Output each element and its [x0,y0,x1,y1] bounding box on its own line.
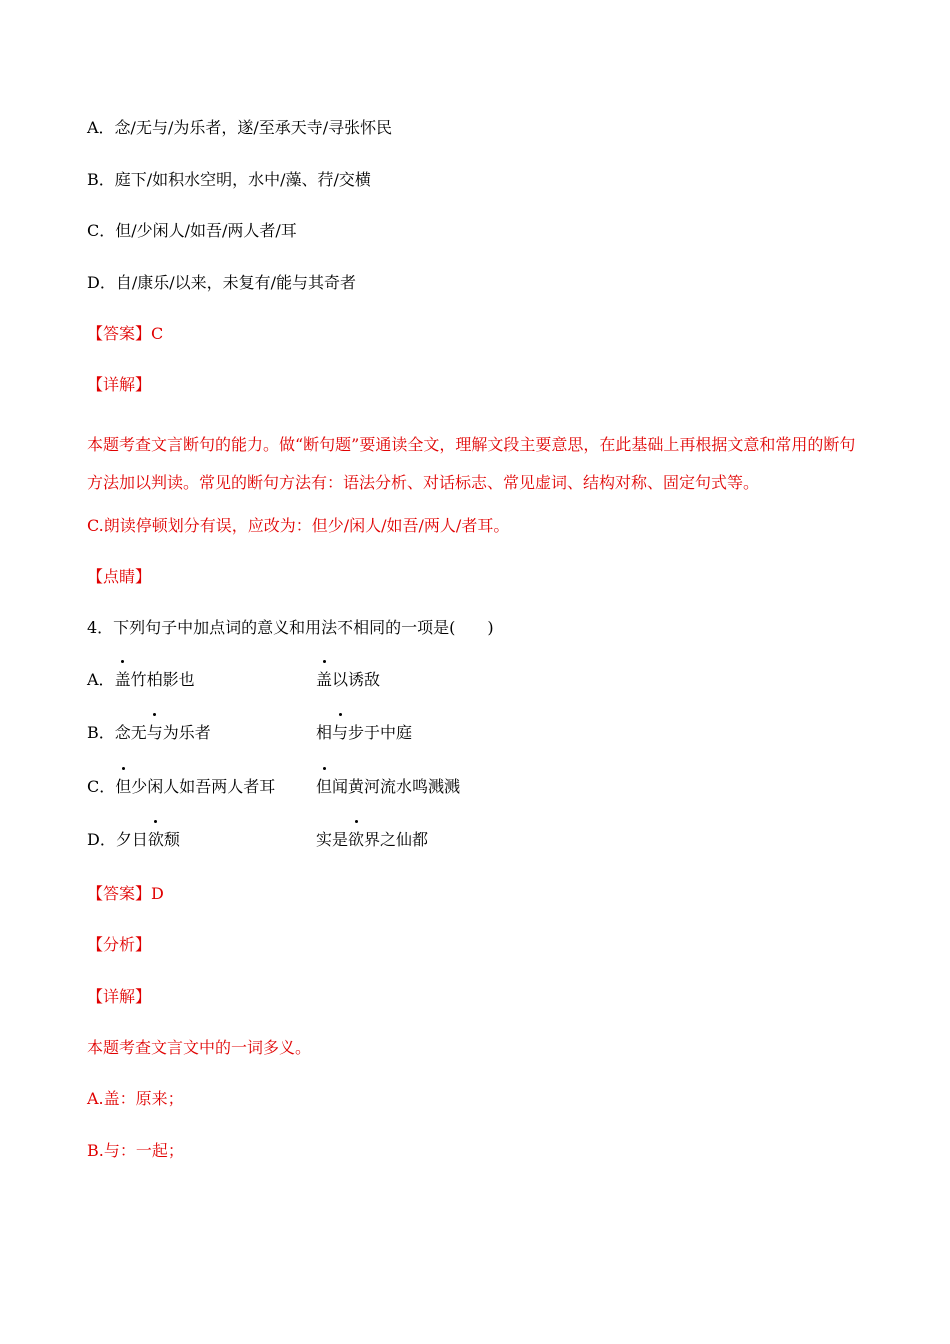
text-segment: 为乐者 [162,723,211,742]
q3-answer: 【答案】C [87,324,164,343]
q4-row-d-left [87,829,180,851]
text-segment: 念无 [114,723,147,742]
dotted-word: 但 [115,777,132,796]
q4-detail-b: B.与：一起； [87,1141,184,1160]
q3-option-c: C．但/少闲人/如吾/两人者/耳 [87,221,297,240]
q4-row-d-right [316,829,428,851]
q4-answer: 【答案】D [87,884,164,903]
q3-option-b: B．庭下/如积水空明，水中/藻、荇/交横 [87,170,371,189]
q3-option-d: D．自/康乐/以来，未复有/能与其奇者 [87,273,357,292]
q4-row-prefix: A． [87,670,115,689]
q3-option-a: A．念/无与/为乐者，遂/至承天寺/寻张怀民 [87,118,393,137]
text-segment: 以诱敌 [332,670,381,689]
text-segment: 颓 [163,830,180,849]
text-segment: 实是 [316,830,349,849]
dotted-word: 但 [316,777,333,796]
q4-detail-a: A.盖：原来； [87,1089,184,1108]
q3-detail-c: C.朗读停顿划分有误，应改为：但少/闲人/如吾/两人/者耳。 [87,516,510,535]
text-segment: 竹柏影也 [130,670,195,689]
q4-question: 4．下列句子中加点词的意义和用法不相同的一项是( ) [87,618,494,637]
dotted-word: 与 [146,723,163,742]
text-segment: 相 [316,723,333,742]
q4-detail-heading: 【详解】 [87,987,152,1006]
text-segment: 闻黄河流水鸣溅溅 [332,777,461,796]
text-segment: 少闲人如吾两人者耳 [131,777,276,796]
q3-tip-heading: 【点睛】 [87,567,152,586]
q3-detail-heading: 【详解】 [87,375,152,394]
dotted-word: 欲 [348,830,365,849]
q4-row-prefix: C． [87,777,116,796]
q4-row-b-right [316,722,412,744]
q4-row-prefix: D． [87,830,116,849]
q4-row-c-left [87,776,275,798]
text-segment: 界之仙都 [364,830,429,849]
q4-row-a-right [316,669,380,691]
dotted-word: 与 [332,723,349,742]
dotted-word: 欲 [147,830,164,849]
q4-analysis-heading: 【分析】 [87,935,152,954]
q4-row-c-right [316,776,460,798]
q4-detail-text: 本题考查文言文中的一词多义。 [87,1038,312,1057]
text-segment: 步于中庭 [348,723,413,742]
q3-detail-text: 本题考查文言断句的能力。做“断句题”要通读全文，理解文段主要意思，在此基础上再根据文意和常用的断句方法加以判读。常见的断句方法有：语法分析、对话标志、常见虚词、结构对称、固定句式等。 [87,435,856,492]
q4-row-prefix: B． [87,723,115,742]
dotted-word: 盖 [316,670,333,689]
q4-row-a-left [87,669,195,691]
dotted-word: 盖 [114,670,131,689]
q4-row-b-left [87,722,211,744]
text-segment: 夕日 [115,830,148,849]
